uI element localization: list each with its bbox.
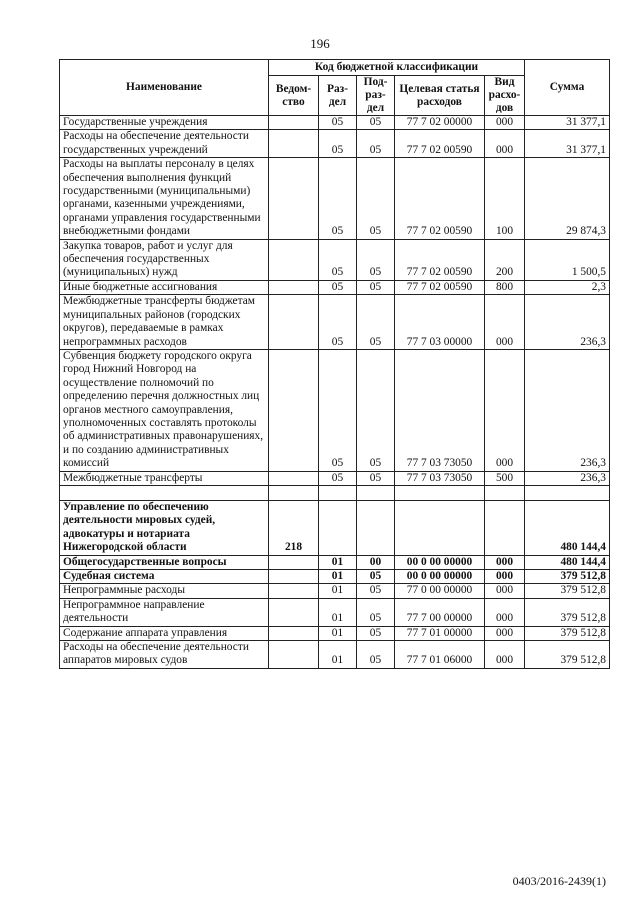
row-razdel-cell: 05 bbox=[319, 116, 357, 130]
row-vid-cell bbox=[485, 500, 525, 555]
row-celevaya-cell: 77 7 03 00000 bbox=[395, 295, 485, 350]
row-sum-cell: 379 512,8 bbox=[525, 626, 610, 640]
row-vid-cell: 000 bbox=[485, 116, 525, 130]
row-sum-cell: 379 512,8 bbox=[525, 570, 610, 584]
row-vedomstvo-cell bbox=[269, 295, 319, 350]
row-name-cell: Расходы на выплаты персоналу в целях обеспечения выполнения функций государственными (муниципальными) органами, казенными учреждениями, органами управления государственными внебюджетными фондами bbox=[60, 158, 269, 239]
header-sum: Сумма bbox=[525, 60, 610, 116]
row-vid-cell: 000 bbox=[485, 626, 525, 640]
row-celevaya-cell: 77 7 03 73050 bbox=[395, 471, 485, 485]
header-classification-group: Код бюджетной классификации bbox=[269, 60, 525, 76]
row-razdel-cell: 05 bbox=[319, 130, 357, 158]
row-vid-cell: 000 bbox=[485, 641, 525, 669]
table-row bbox=[60, 116, 610, 130]
row-podrazdel-cell: 05 bbox=[357, 626, 395, 640]
row-sum-cell: 480 144,4 bbox=[525, 555, 610, 569]
row-vid-cell: 200 bbox=[485, 239, 525, 280]
table-row bbox=[60, 280, 610, 294]
row-razdel-cell: 05 bbox=[319, 295, 357, 350]
spacer-cell bbox=[319, 485, 357, 500]
row-vedomstvo-cell bbox=[269, 130, 319, 158]
table-row bbox=[60, 555, 610, 569]
row-celevaya-cell: 77 7 01 00000 bbox=[395, 626, 485, 640]
row-razdel-cell bbox=[319, 500, 357, 555]
row-sum-cell: 31 377,1 bbox=[525, 116, 610, 130]
table-row bbox=[60, 570, 610, 584]
header-podrazdel: Под-раз-дел bbox=[357, 76, 395, 116]
row-name-cell: Расходы на обеспечение деятельности государственных учреждений bbox=[60, 130, 269, 158]
budget-table bbox=[59, 59, 610, 669]
row-sum-cell: 236,3 bbox=[525, 295, 610, 350]
spacer-cell bbox=[525, 485, 610, 500]
row-vedomstvo-cell bbox=[269, 158, 319, 239]
page-number: 196 bbox=[310, 36, 330, 51]
row-razdel-cell: 05 bbox=[319, 471, 357, 485]
row-name-cell: Межбюджетные трансферты bbox=[60, 471, 269, 485]
row-celevaya-cell: 77 7 02 00590 bbox=[395, 239, 485, 280]
row-celevaya-cell: 77 7 02 00590 bbox=[395, 130, 485, 158]
row-podrazdel-cell: 05 bbox=[357, 584, 395, 598]
row-celevaya-cell: 77 7 02 00590 bbox=[395, 158, 485, 239]
row-vid-cell: 000 bbox=[485, 349, 525, 471]
row-name-cell: Непрограммные расходы bbox=[60, 584, 269, 598]
row-celevaya-cell bbox=[395, 500, 485, 555]
row-name-cell: Содержание аппарата управления bbox=[60, 626, 269, 640]
header-name: Наименование bbox=[60, 60, 269, 116]
table-row bbox=[60, 641, 610, 669]
row-celevaya-cell: 77 7 03 73050 bbox=[395, 349, 485, 471]
table-row bbox=[60, 349, 610, 471]
row-vedomstvo-cell bbox=[269, 584, 319, 598]
row-podrazdel-cell: 05 bbox=[357, 471, 395, 485]
row-vedomstvo-cell bbox=[269, 471, 319, 485]
row-podrazdel-cell bbox=[357, 500, 395, 555]
row-podrazdel-cell: 05 bbox=[357, 598, 395, 626]
header-vedomstvo: Ведом-ство bbox=[269, 76, 319, 116]
row-razdel-cell: 05 bbox=[319, 349, 357, 471]
row-sum-cell: 236,3 bbox=[525, 471, 610, 485]
row-name-cell: Общегосударственные вопросы bbox=[60, 555, 269, 569]
table-row bbox=[60, 295, 610, 350]
row-podrazdel-cell: 05 bbox=[357, 158, 395, 239]
header-razdel: Раз-дел bbox=[319, 76, 357, 116]
spacer-cell bbox=[395, 485, 485, 500]
table-row bbox=[60, 471, 610, 485]
row-vedomstvo-cell bbox=[269, 626, 319, 640]
row-celevaya-cell: 77 0 00 00000 bbox=[395, 584, 485, 598]
row-celevaya-cell: 77 7 02 00590 bbox=[395, 280, 485, 294]
row-name-cell: Государственные учреждения bbox=[60, 116, 269, 130]
table-row bbox=[60, 626, 610, 640]
row-name-cell: Иные бюджетные ассигнования bbox=[60, 280, 269, 294]
row-vedomstvo-cell bbox=[269, 570, 319, 584]
row-vid-cell: 000 bbox=[485, 130, 525, 158]
row-razdel-cell: 05 bbox=[319, 280, 357, 294]
row-vedomstvo-cell bbox=[269, 280, 319, 294]
row-name-cell: Непрограммное направление деятельности bbox=[60, 598, 269, 626]
table-row bbox=[60, 485, 610, 500]
row-razdel-cell: 01 bbox=[319, 641, 357, 669]
row-podrazdel-cell: 05 bbox=[357, 239, 395, 280]
row-sum-cell: 2,3 bbox=[525, 280, 610, 294]
row-vid-cell: 000 bbox=[485, 555, 525, 569]
spacer-cell bbox=[60, 485, 269, 500]
row-vedomstvo-cell: 218 bbox=[269, 500, 319, 555]
row-podrazdel-cell: 05 bbox=[357, 130, 395, 158]
header-celevaya-statya: Целевая статья расходов bbox=[395, 76, 485, 116]
row-name-cell: Судебная система bbox=[60, 570, 269, 584]
row-sum-cell: 379 512,8 bbox=[525, 598, 610, 626]
table-row bbox=[60, 158, 610, 239]
table-row bbox=[60, 500, 610, 555]
row-sum-cell: 379 512,8 bbox=[525, 641, 610, 669]
row-vedomstvo-cell bbox=[269, 116, 319, 130]
row-sum-cell: 236,3 bbox=[525, 349, 610, 471]
table-row bbox=[60, 130, 610, 158]
row-sum-cell: 1 500,5 bbox=[525, 239, 610, 280]
row-razdel-cell: 05 bbox=[319, 239, 357, 280]
row-vedomstvo-cell bbox=[269, 598, 319, 626]
row-name-cell: Межбюджетные трансферты бюджетам муниципальных районов (городских округов), передаваемые в рамках непрограммных расходов bbox=[60, 295, 269, 350]
row-sum-cell: 379 512,8 bbox=[525, 584, 610, 598]
row-celevaya-cell: 77 7 00 00000 bbox=[395, 598, 485, 626]
table-row bbox=[60, 598, 610, 626]
row-name-cell: Управление по обеспечению деятельности мировых судей, адвокатуры и нотариата Нижегородской области bbox=[60, 500, 269, 555]
row-podrazdel-cell: 05 bbox=[357, 280, 395, 294]
row-podrazdel-cell: 05 bbox=[357, 641, 395, 669]
row-celevaya-cell: 77 7 02 00000 bbox=[395, 116, 485, 130]
row-vedomstvo-cell bbox=[269, 641, 319, 669]
row-name-cell: Расходы на обеспечение деятельности аппаратов мировых судов bbox=[60, 641, 269, 669]
spacer-cell bbox=[357, 485, 395, 500]
table-row bbox=[60, 584, 610, 598]
row-razdel-cell: 05 bbox=[319, 158, 357, 239]
row-podrazdel-cell: 00 bbox=[357, 555, 395, 569]
row-vid-cell: 500 bbox=[485, 471, 525, 485]
row-vid-cell: 800 bbox=[485, 280, 525, 294]
row-podrazdel-cell: 05 bbox=[357, 570, 395, 584]
row-celevaya-cell: 00 0 00 00000 bbox=[395, 570, 485, 584]
header-vid-raskhodov: Вид расхо-дов bbox=[485, 76, 525, 116]
table-row bbox=[60, 239, 610, 280]
row-vid-cell: 000 bbox=[485, 598, 525, 626]
row-vid-cell: 100 bbox=[485, 158, 525, 239]
row-sum-cell: 480 144,4 bbox=[525, 500, 610, 555]
row-podrazdel-cell: 05 bbox=[357, 116, 395, 130]
row-razdel-cell: 01 bbox=[319, 598, 357, 626]
row-razdel-cell: 01 bbox=[319, 555, 357, 569]
row-vid-cell: 000 bbox=[485, 295, 525, 350]
spacer-cell bbox=[269, 485, 319, 500]
row-celevaya-cell: 00 0 00 00000 bbox=[395, 555, 485, 569]
row-sum-cell: 29 874,3 bbox=[525, 158, 610, 239]
row-vedomstvo-cell bbox=[269, 239, 319, 280]
row-razdel-cell: 01 bbox=[319, 570, 357, 584]
row-razdel-cell: 01 bbox=[319, 584, 357, 598]
table-body bbox=[60, 116, 610, 669]
row-vedomstvo-cell bbox=[269, 349, 319, 471]
row-razdel-cell: 01 bbox=[319, 626, 357, 640]
row-name-cell: Закупка товаров, работ и услуг для обеспечения государственных (муниципальных) нужд bbox=[60, 239, 269, 280]
row-podrazdel-cell: 05 bbox=[357, 295, 395, 350]
row-sum-cell: 31 377,1 bbox=[525, 130, 610, 158]
document-code: 0403/2016-2439(1) bbox=[512, 874, 606, 888]
row-name-cell: Субвенция бюджету городского округа город Нижний Новгород на осуществление полномочий по определению перечня должностных лиц органов местного самоуправления, уполномоченных составлять протоколы об административных правонарушениях, и по созданию административных комиссий bbox=[60, 349, 269, 471]
row-vid-cell: 000 bbox=[485, 570, 525, 584]
row-celevaya-cell: 77 7 01 06000 bbox=[395, 641, 485, 669]
row-vedomstvo-cell bbox=[269, 555, 319, 569]
row-vid-cell: 000 bbox=[485, 584, 525, 598]
spacer-cell bbox=[485, 485, 525, 500]
row-podrazdel-cell: 05 bbox=[357, 349, 395, 471]
